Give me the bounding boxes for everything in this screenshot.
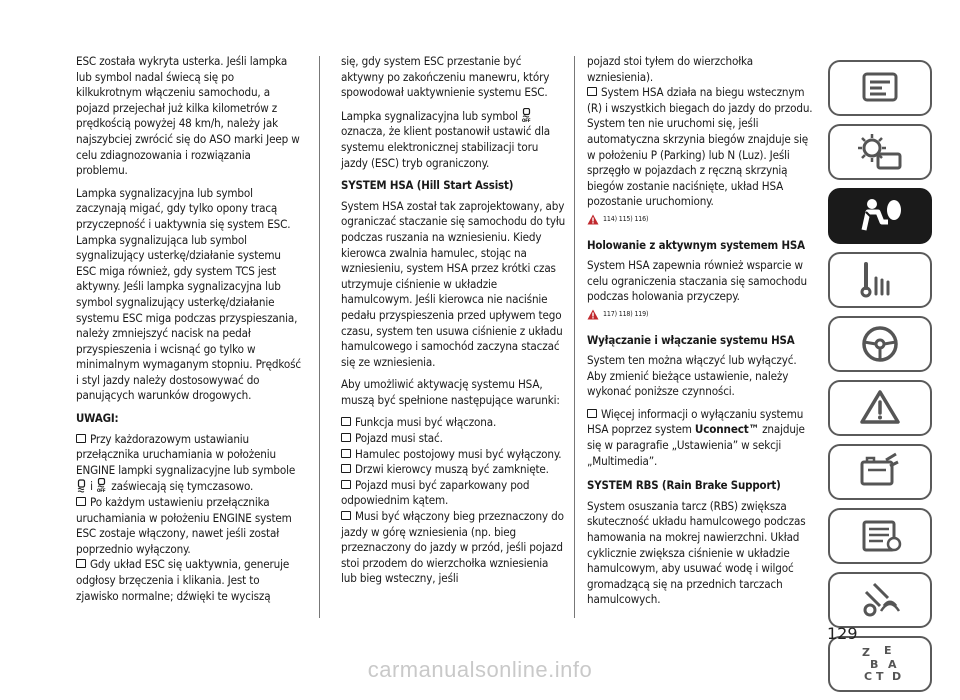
paragraph: Aby umożliwić aktywację systemu HSA, muszą być spełnione następujące warunki: [341, 377, 560, 407]
tab-lights[interactable] [828, 124, 932, 180]
svg-text:OFF: OFF [97, 489, 106, 494]
svg-text:E: E [884, 644, 892, 657]
condition-item: Pojazd musi być zaparkowany pod odpowiednim kątem. [341, 478, 567, 509]
warning-refs: 114) 115) 116) [603, 214, 649, 223]
esc-off-icon [521, 108, 533, 123]
section-heading: SYSTEM HSA (Hill Start Assist) [341, 178, 514, 193]
condition-item: Musi być włączony bieg przeznaczony do jazdy w górę wzniesienia (np. bieg przeznaczony do jazdy w przód, jeśli pojazd stoi przodem do wierzchołka wzniesienia lub bieg wsteczny, jeśli [341, 509, 567, 587]
watermark: carmanualsonline.info [367, 657, 593, 682]
steering-wheel-icon [850, 322, 910, 366]
paragraph: Lampka sygnalizacyjna lub symbol OFF oznacza, że klient postanowił ustawić dla systemu elektronicznej stabilizacji toru jazdy (ESC) tryb ograniczony. [341, 108, 550, 170]
warning-refs: 117) 118) 119) [603, 309, 649, 318]
info-item: System HSA działa na biegu wstecznym (R) i wszystkich biegach do jazdy do przodu. System ten nie uruchomi się, jeśli automatyczna skrzynia biegów znajduje się w położeniu P (Parking) lub N (Luz). Jeśli sprzęgło w pojazdach z ręczną skrzynią biegów zostanie naciśnięte, układ HSA pozostanie uruchomiony. [587, 85, 815, 210]
paragraph: ESC została wykryta usterka. Jeśli lampka lub symbol nadal świecą się po kilkukrotnym włączeniu samochodu, a pojazd przejechał już kilka kilometrów z prędkością powyżej 48 km/h, należy jak najszybciej zwrócić się do ASO marki Jeep w celu zdiagnozowania i rozwiązania problemu. [76, 54, 300, 178]
paragraph: System HSA został tak zaprojektowany, aby ograniczać staczanie się samochodu do tyłu podczas ruszania na wzniesieniu. Kiedy kierowca zwalnia hamulec, stojąc na wzniesieniu, system HSA przez krótki czas utrzymuje ciśnienie w układzie hamulcowym. Jeśli kierowca nie naciśnie pedału przyspieszenia przed upływem tego czasu, system ten usuwa ciśnienie z układu hamulcowego i samochód zaczyna staczać się ze wzniesienia. [341, 198, 566, 369]
warning-references [587, 307, 815, 323]
paragraph: System HSA zapewnia również wsparcie w celu ograniczenia staczania się samochodu podczas holowania przyczepy. [587, 258, 807, 304]
esc-off-icon [96, 478, 108, 493]
svg-text:B: B [870, 658, 879, 671]
tab-starting-driving[interactable] [828, 252, 932, 308]
esc-skid-icon [76, 479, 87, 493]
paragraph: pojazd stoi tyłem do wierzchołka wzniesienia). [587, 54, 753, 84]
section-heading: SYSTEM RBS (Rain Brake Support) [587, 478, 781, 493]
tab-multimedia[interactable] [828, 572, 932, 628]
chapter-tabs [828, 60, 936, 700]
lights-icon [850, 130, 910, 174]
svg-text:C: C [864, 670, 873, 683]
warning-triangle-icon [850, 386, 910, 430]
tab-emergency[interactable] [828, 380, 932, 436]
warning-triangle-icon [587, 309, 599, 320]
tab-steering[interactable] [828, 316, 932, 372]
condition-item: Funkcja musi być włączona. [341, 415, 567, 431]
paragraph: Lampka sygnalizacyjna lub symbol zaczynają migać, gdy tylko opony tracą przyczepność i uaktywnia się system ESC. Lampka sygnalizująca lub symbol sygnalizujący usterkę/działanie systemu ESC miga również, gdy system TCS jest aktywny. Jeśli lampka sygnalizacyjna lub symbol sygnalizujący usterkę/działanie systemu ESC miga podczas przyspieszania, należy zmniejszyć nacisk na pedał przyspieszenia i wcisnąć go tylko w minimalnym wymaganym stopniu. Prędkość i styl jazdy należy dostosowywać do panujących warunków drogowych. [76, 185, 301, 403]
tab-maintenance[interactable] [828, 444, 932, 500]
warning-triangle-icon [587, 214, 599, 225]
note-item: Gdy układ ESC się uaktywnia, generuje odgłosy brzęczenia i klikania. Jest to zjawisko normalne; dźwięki te wyciszą [76, 557, 302, 604]
tab-safety[interactable] [828, 188, 932, 244]
starting-driving-icon [850, 258, 910, 302]
text-column-2 [341, 54, 567, 587]
column-divider [574, 56, 575, 618]
condition-item: Drzwi kierowcy muszą być zamknięte. [341, 462, 567, 478]
dashboard-icon [850, 66, 910, 110]
safety-airbag-icon [850, 194, 910, 238]
paragraph: System osuszania tarcz (RBS) zwiększa skuteczność układu hamulcowego podczas hamowania na mokrej nawierzchni. Układ cyklicznie zwiększa ciśnienie w układzie hamulcowym, aby usuwać wodę i wilgoć gromadzącą się na przednich tarczach hamulcowych. [587, 498, 806, 607]
technical-data-icon [850, 514, 910, 558]
svg-text:D: D [892, 670, 902, 683]
svg-text:OFF: OFF [522, 118, 531, 123]
section-heading: Wyłączanie i włączanie systemu HSA [587, 332, 795, 347]
multimedia-icon [850, 578, 910, 622]
paragraph: się, gdy system ESC przestanie być aktywny po zakończeniu manewru, który spowodował uaktywnienie systemu ESC. [341, 54, 550, 100]
text-column-3 [587, 54, 815, 615]
section-heading: UWAGI: [76, 411, 119, 426]
warning-references [587, 212, 815, 228]
paragraph: System ten można włączyć lub wyłączyć. Aby zmienić bieżące ustawienie, należy wykonać poniższe czynności. [587, 353, 797, 399]
note-item: Przy każdorazowym ustawianiu przełącznika uruchamiania w położeniu ENGINE lampki sygnalizacyjne lub symbole i OFF zaświecają się tymczasowo. [76, 432, 302, 495]
text-column-1 [76, 54, 302, 604]
column-divider [319, 56, 320, 618]
tab-technical-data[interactable] [828, 508, 932, 564]
svg-text:T: T [876, 670, 884, 683]
tab-dashboard[interactable] [828, 60, 932, 116]
condition-item: Hamulec postojowy musi być wyłączony. [341, 447, 567, 463]
note-item: Po każdym ustawieniu przełącznika uruchamiania w położeniu ENGINE system ESC zostaje włączony, nawet jeśli został poprzednio wyłączony. [76, 495, 302, 557]
section-heading: Holowanie z aktywnym systemem HSA [587, 237, 805, 252]
maintenance-icon [850, 450, 910, 494]
svg-text:A: A [888, 658, 897, 671]
condition-item: Pojazd musi stać. [341, 431, 567, 447]
svg-text:Z: Z [862, 646, 870, 659]
info-item: Więcej informacji o wyłączaniu systemu HSA poprzez system Uconnect™ znajduje się w paragrafie „Ustawienia” w sekcji „Multimedia”. [587, 407, 815, 469]
page-number: 129 [827, 624, 858, 643]
